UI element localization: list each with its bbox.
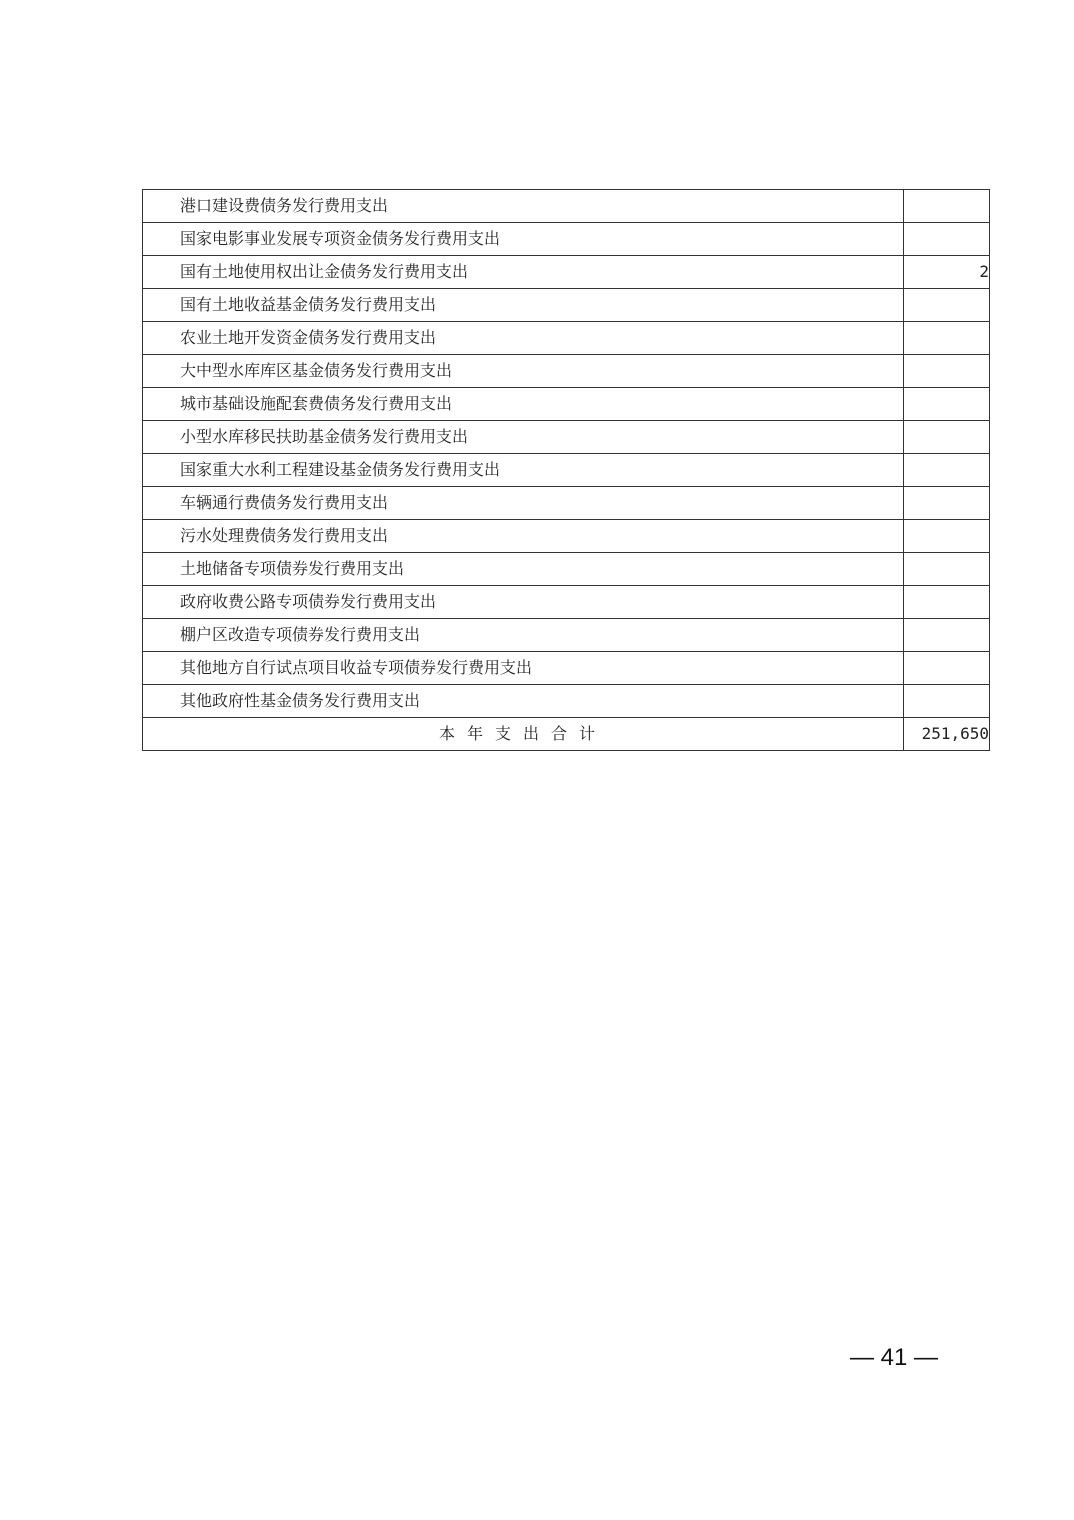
table-row <box>143 619 990 652</box>
item-name-cell: 其他政府性基金债务发行费用支出 <box>143 685 904 718</box>
item-amount-cell <box>904 289 990 322</box>
table-row <box>143 322 990 355</box>
table-row <box>143 190 990 223</box>
page-number: — 41 — <box>850 1344 939 1371</box>
item-amount-cell <box>904 355 990 388</box>
table-row <box>143 355 990 388</box>
item-name-cell: 车辆通行费债务发行费用支出 <box>143 487 904 520</box>
table-row <box>143 421 990 454</box>
expense-table-body <box>143 190 990 751</box>
item-name-cell: 国有土地收益基金债务发行费用支出 <box>143 289 904 322</box>
table-row <box>143 256 990 289</box>
item-amount-cell <box>904 487 990 520</box>
table-row <box>143 487 990 520</box>
item-name-cell: 土地储备专项债券发行费用支出 <box>143 553 904 586</box>
total-label-cell: 本年支出合计 <box>143 718 904 751</box>
item-amount-cell <box>904 223 990 256</box>
total-row <box>143 718 990 751</box>
total-amount-cell: 251,650 <box>904 718 990 751</box>
item-name-cell: 小型水库移民扶助基金债务发行费用支出 <box>143 421 904 454</box>
table-row <box>143 652 990 685</box>
table-row <box>143 586 990 619</box>
item-amount-cell <box>904 322 990 355</box>
table-row <box>143 520 990 553</box>
item-name-cell: 污水处理费债务发行费用支出 <box>143 520 904 553</box>
item-amount-cell <box>904 520 990 553</box>
item-amount-cell <box>904 421 990 454</box>
table-row <box>143 289 990 322</box>
item-name-cell: 棚户区改造专项债券发行费用支出 <box>143 619 904 652</box>
item-name-cell: 港口建设费债务发行费用支出 <box>143 190 904 223</box>
item-name-cell: 国家电影事业发展专项资金债务发行费用支出 <box>143 223 904 256</box>
table-row <box>143 685 990 718</box>
table-row <box>143 388 990 421</box>
item-name-cell: 农业土地开发资金债务发行费用支出 <box>143 322 904 355</box>
table-row <box>143 454 990 487</box>
item-name-cell: 城市基础设施配套费债务发行费用支出 <box>143 388 904 421</box>
item-amount-cell <box>904 388 990 421</box>
item-name-cell: 国有土地使用权出让金债务发行费用支出 <box>143 256 904 289</box>
item-amount-cell: 2 <box>904 256 990 289</box>
item-amount-cell <box>904 553 990 586</box>
item-amount-cell <box>904 619 990 652</box>
item-amount-cell <box>904 454 990 487</box>
table-row <box>143 553 990 586</box>
item-amount-cell <box>904 652 990 685</box>
item-name-cell: 政府收费公路专项债券发行费用支出 <box>143 586 904 619</box>
item-name-cell: 国家重大水利工程建设基金债务发行费用支出 <box>143 454 904 487</box>
item-name-cell: 大中型水库库区基金债务发行费用支出 <box>143 355 904 388</box>
item-amount-cell <box>904 586 990 619</box>
expense-table <box>142 189 990 751</box>
item-amount-cell <box>904 685 990 718</box>
table-row <box>143 223 990 256</box>
item-name-cell: 其他地方自行试点项目收益专项债券发行费用支出 <box>143 652 904 685</box>
item-amount-cell <box>904 190 990 223</box>
